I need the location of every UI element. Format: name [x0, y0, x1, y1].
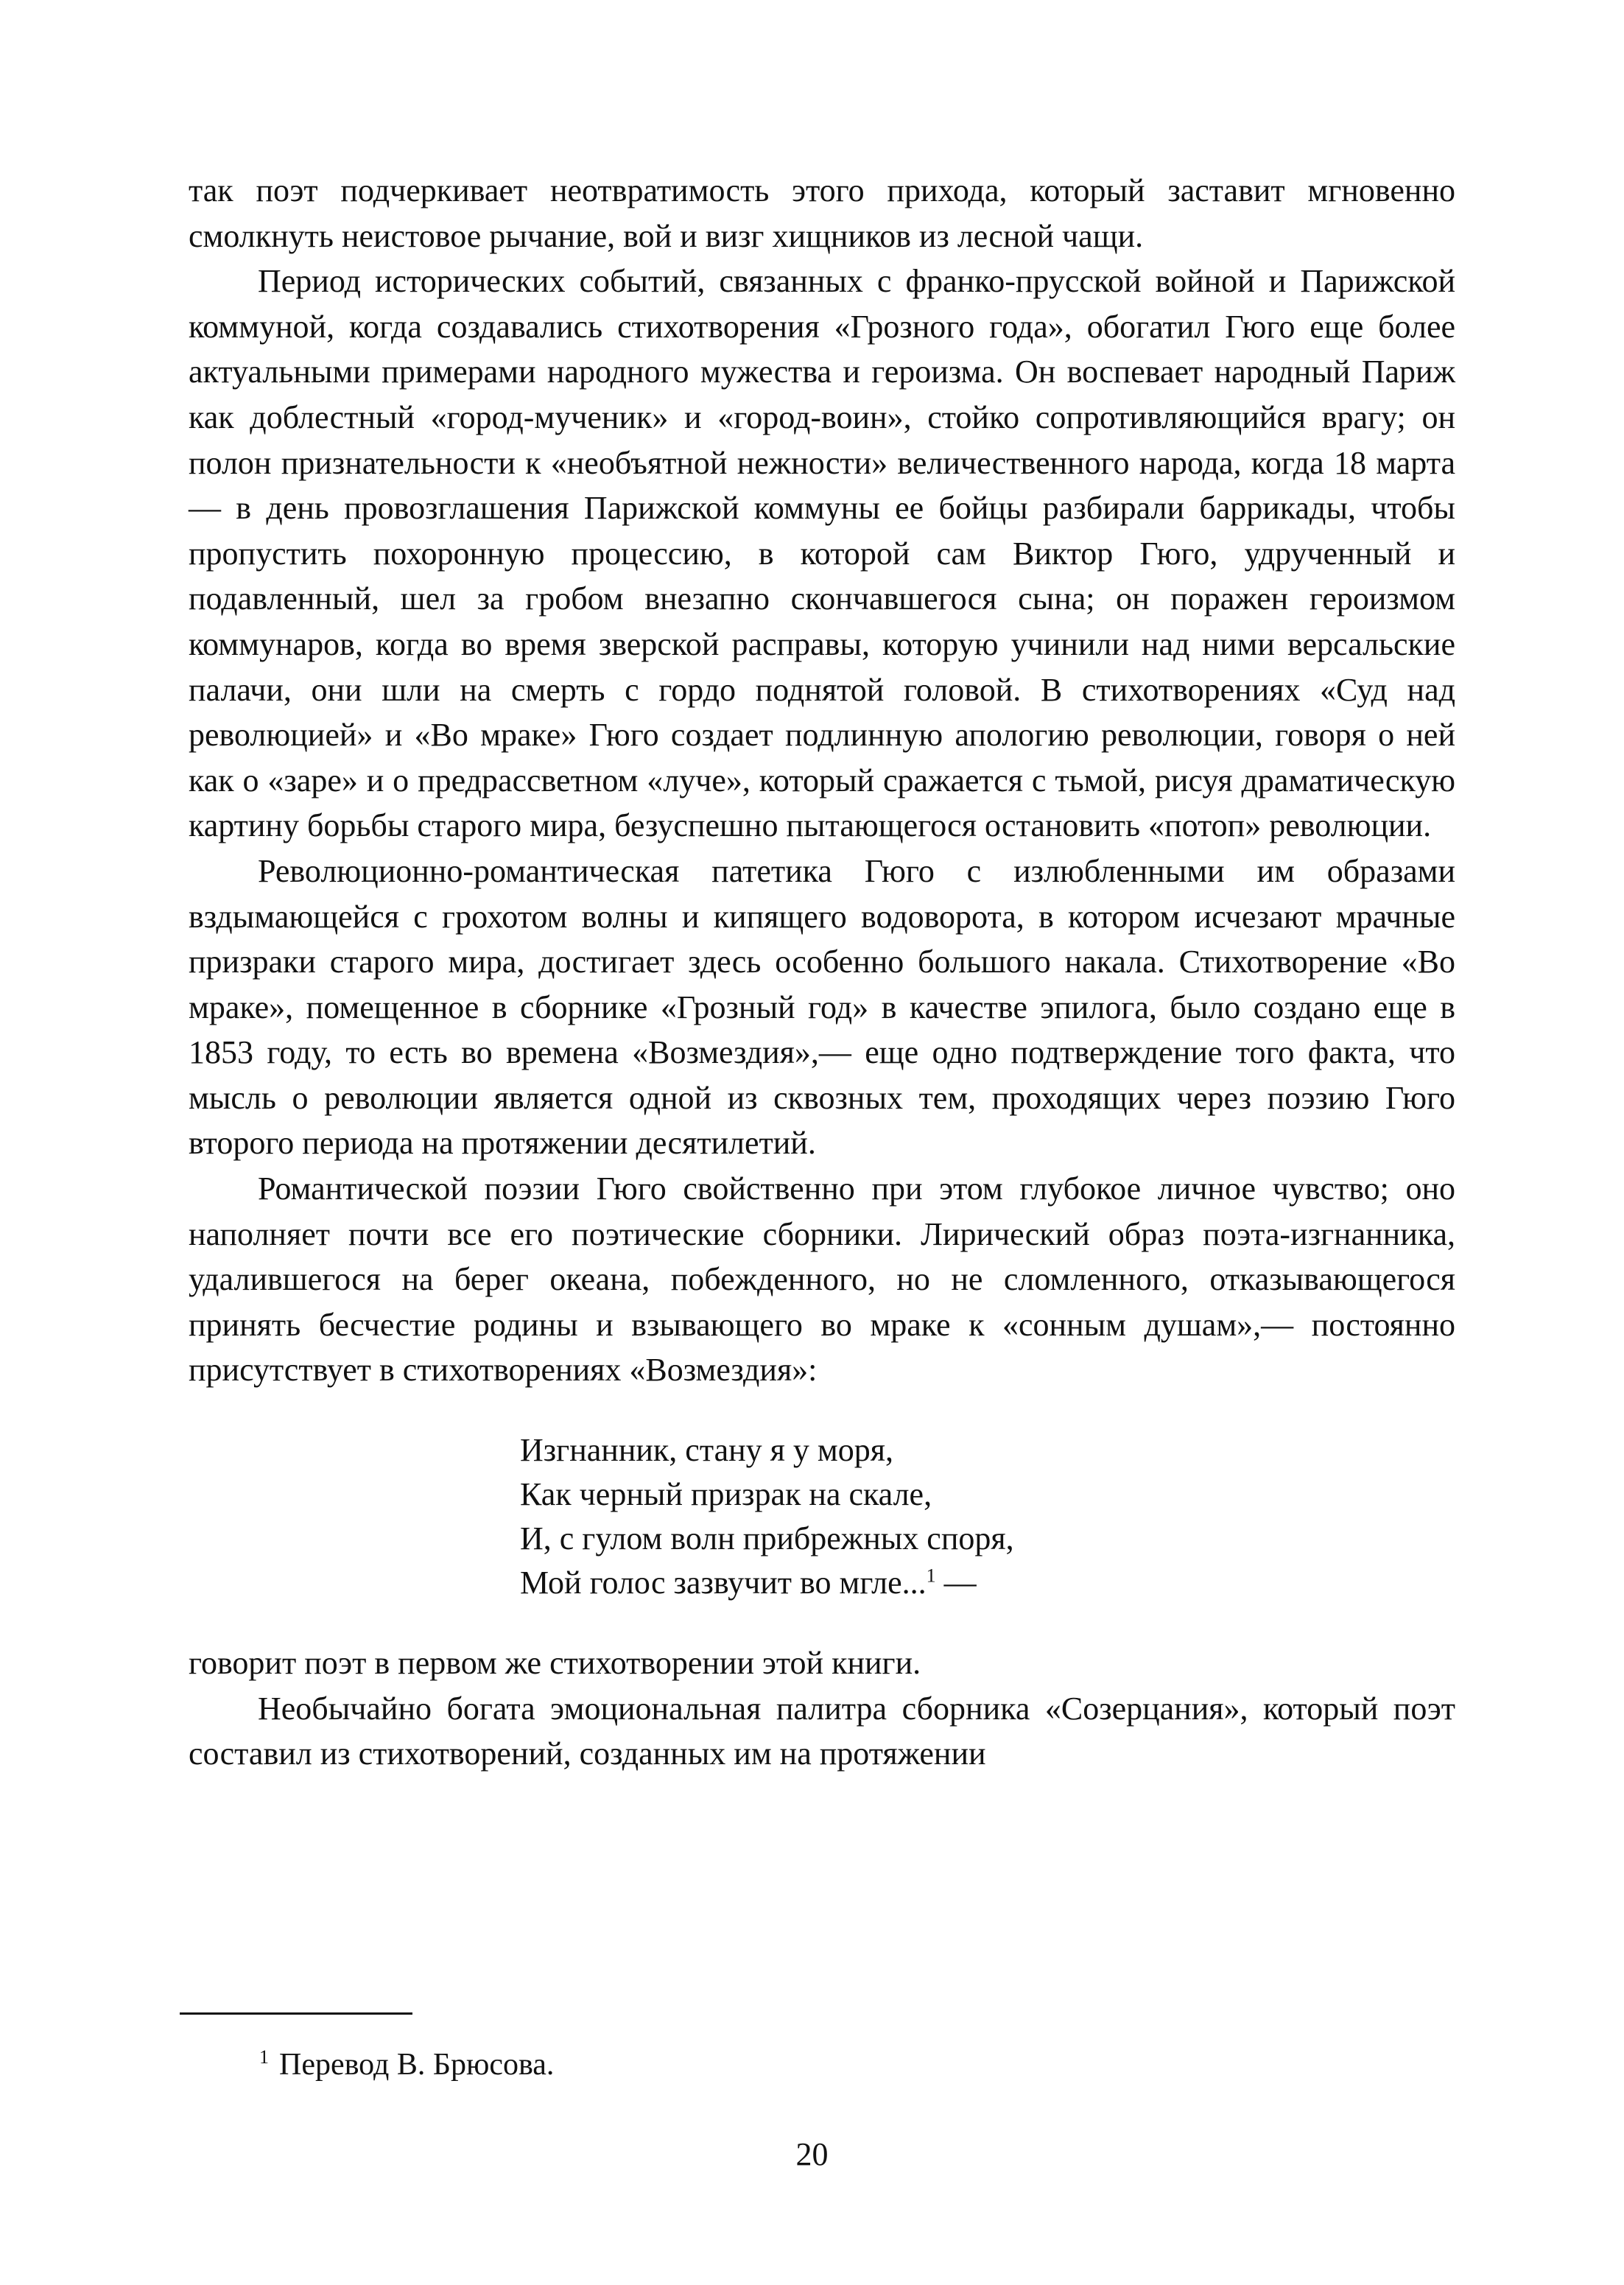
footnote-marker: 1 [259, 2046, 269, 2068]
footnote-reference: 1 [926, 1565, 936, 1587]
footnote [259, 2044, 554, 2085]
paragraph-continued: так поэт подчеркивает неотвратимость этого прихода, который заставит мгновенно смолкнуть неистовое рычание, вой и визг хищников из лесной чащи. [189, 172, 1455, 254]
paragraph-after-poem: говорит поэт в первом же стихотворении этой книги. [189, 1645, 921, 1682]
paragraph-contemplations: Необычайно богата эмоциональная палитра сборника «Созерцания», который поэт составил из стихотворений, созданных им на протяжении [189, 1690, 1455, 1772]
page-number: 20 [795, 2136, 829, 2172]
paragraph-revolutionary-pathos: Революционно-романтическая патетика Гюго с излюбленными им образами вздымающейся с грохотом волны и кипящего водоворота, в котором исчезают мрачные призраки старого мира, достигает здесь особенно большого накала. Стихотворение «Во мраке», помещенное в сборнике «Грозный год» в качестве эпилога, было создано еще в 1853 году, то есть во времена «Возмездия»,— еще одно подтверждение того факта, что мысль о революции является одной из сквозных тем, проходящих через поэзию Гюго второго периода на протяжении десятилетий. [189, 852, 1455, 1162]
paragraph-personal-feeling: Романтической поэзии Гюго свойственно при этом глубокое личное чувство; оно наполняет почти все его поэтические сборники. Лирический образ поэта-изгнанника, удалившегося на берег океана, побежденного, но не сломленного, отказывающегося принять бесчестие родины и взывающего во мраке к «сонным душам»,— постоянно присутствует в стихотворениях «Возмездия»: [189, 1170, 1455, 1389]
footnote-text: Перевод В. Брюсова. [279, 2048, 555, 2082]
poem-line: Как черный призрак на скале, [520, 1476, 932, 1513]
poem-line: Изгнанник, стану я у моря, [520, 1432, 893, 1469]
footnote-divider [180, 2012, 412, 2015]
poem-line-last [520, 1561, 1455, 1605]
poem-line-text: Мой голос зазвучит во мгле... [520, 1565, 927, 1601]
paragraph-franco-prussian-war: Период исторических событий, связанных с франко-прусской войной и Парижской коммуной, когда создавались стихотворения «Грозного года», обогатил Гюго еще более актуальными примерами народного мужества и героизма. Он воспевает народный Париж как доблестный «город-мученик» и «город-воин», стойко сопротивляющийся врагу; он полон признательности к «необъятной нежности» величественного народа, когда 18 марта — в день провозглашения Парижской коммуны ее бойцы разбирали баррикады, чтобы пропустить похоронную процессию, в которой сам Виктор Гюго, удрученный и подавленный, шел за гробом внезапно скончавшегося сына; он поражен героизмом коммунаров, когда во время зверской расправы, которую учинили над ними версальские палачи, они шли на смерть с гордо поднятой головой. В стихотворениях «Суд над революцией» и «Во мраке» Гюго создает подлинную апологию революции, говоря о ней как о «заре» и о предрассветном «луче», который сражается с тьмой, рисуя драматическую картину борьбы старого мира, безуспешно пытающегося остановить «потоп» революции. [189, 263, 1455, 844]
main-text [189, 168, 1455, 1777]
poem-line: И, с гулом волн прибрежных споря, [520, 1520, 1014, 1557]
poem-dash: — [935, 1565, 977, 1601]
poem-quote [520, 1428, 1455, 1605]
